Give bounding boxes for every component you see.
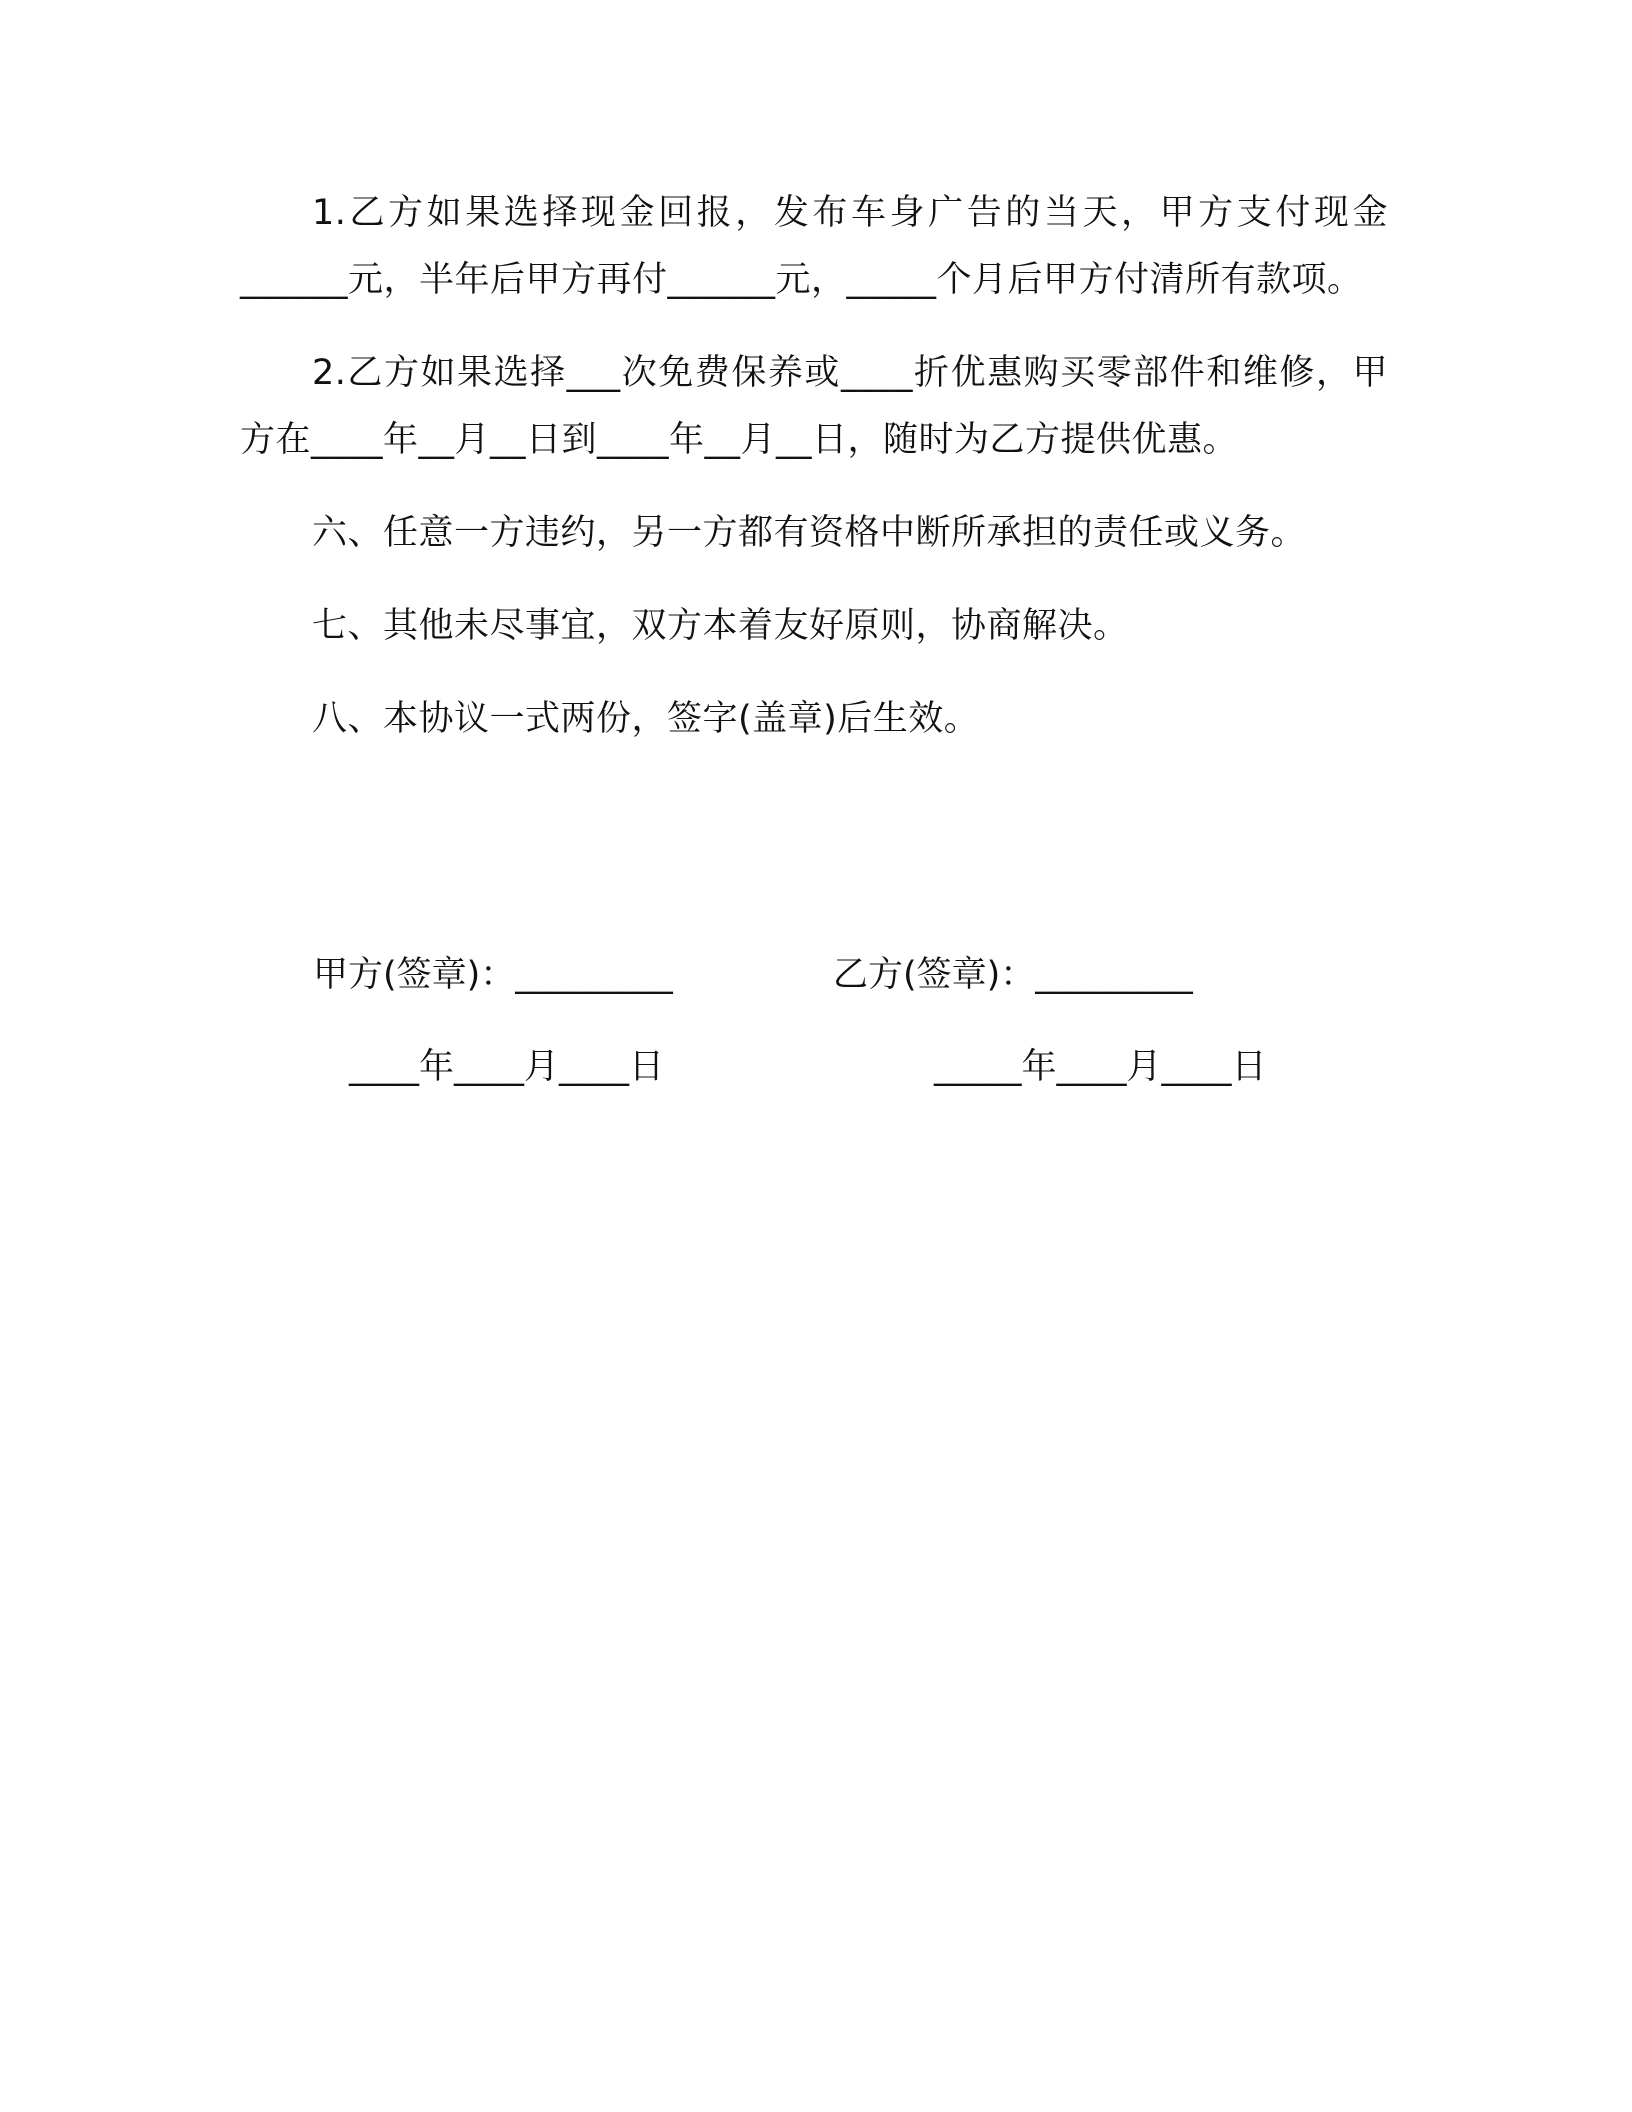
clause-8: 八、本协议一式两份，签字(盖章)后生效。 xyxy=(312,699,980,739)
party-a-date: ____年____月____日 xyxy=(349,1047,665,1087)
clause-item-1: 1.乙方如果选择现金回报，发布车身广告的当天，甲方支付现金______元，半年后甲方再付______元，_____个月后甲方付清所有款项。 xyxy=(240,193,1388,300)
party-b-signature: 乙方(签章)：_________ xyxy=(833,955,1193,995)
party-b-date: _____年____月____日 xyxy=(934,1047,1267,1087)
document-body xyxy=(240,180,1388,753)
party-a-signature: 甲方(签章)：_________ xyxy=(313,955,673,995)
clause-item-2: 2.乙方如果选择___次免费保养或____折优惠购买零部件和维修，甲方在____年__月__日到____年__月__日，随时为乙方提供优惠。 xyxy=(240,353,1388,460)
clause-6: 六、任意一方违约，另一方都有资格中断所承担的责任或义务。 xyxy=(312,513,1307,553)
clause-7: 七、其他未尽事宜，双方本着友好原则，协商解决。 xyxy=(312,606,1129,646)
